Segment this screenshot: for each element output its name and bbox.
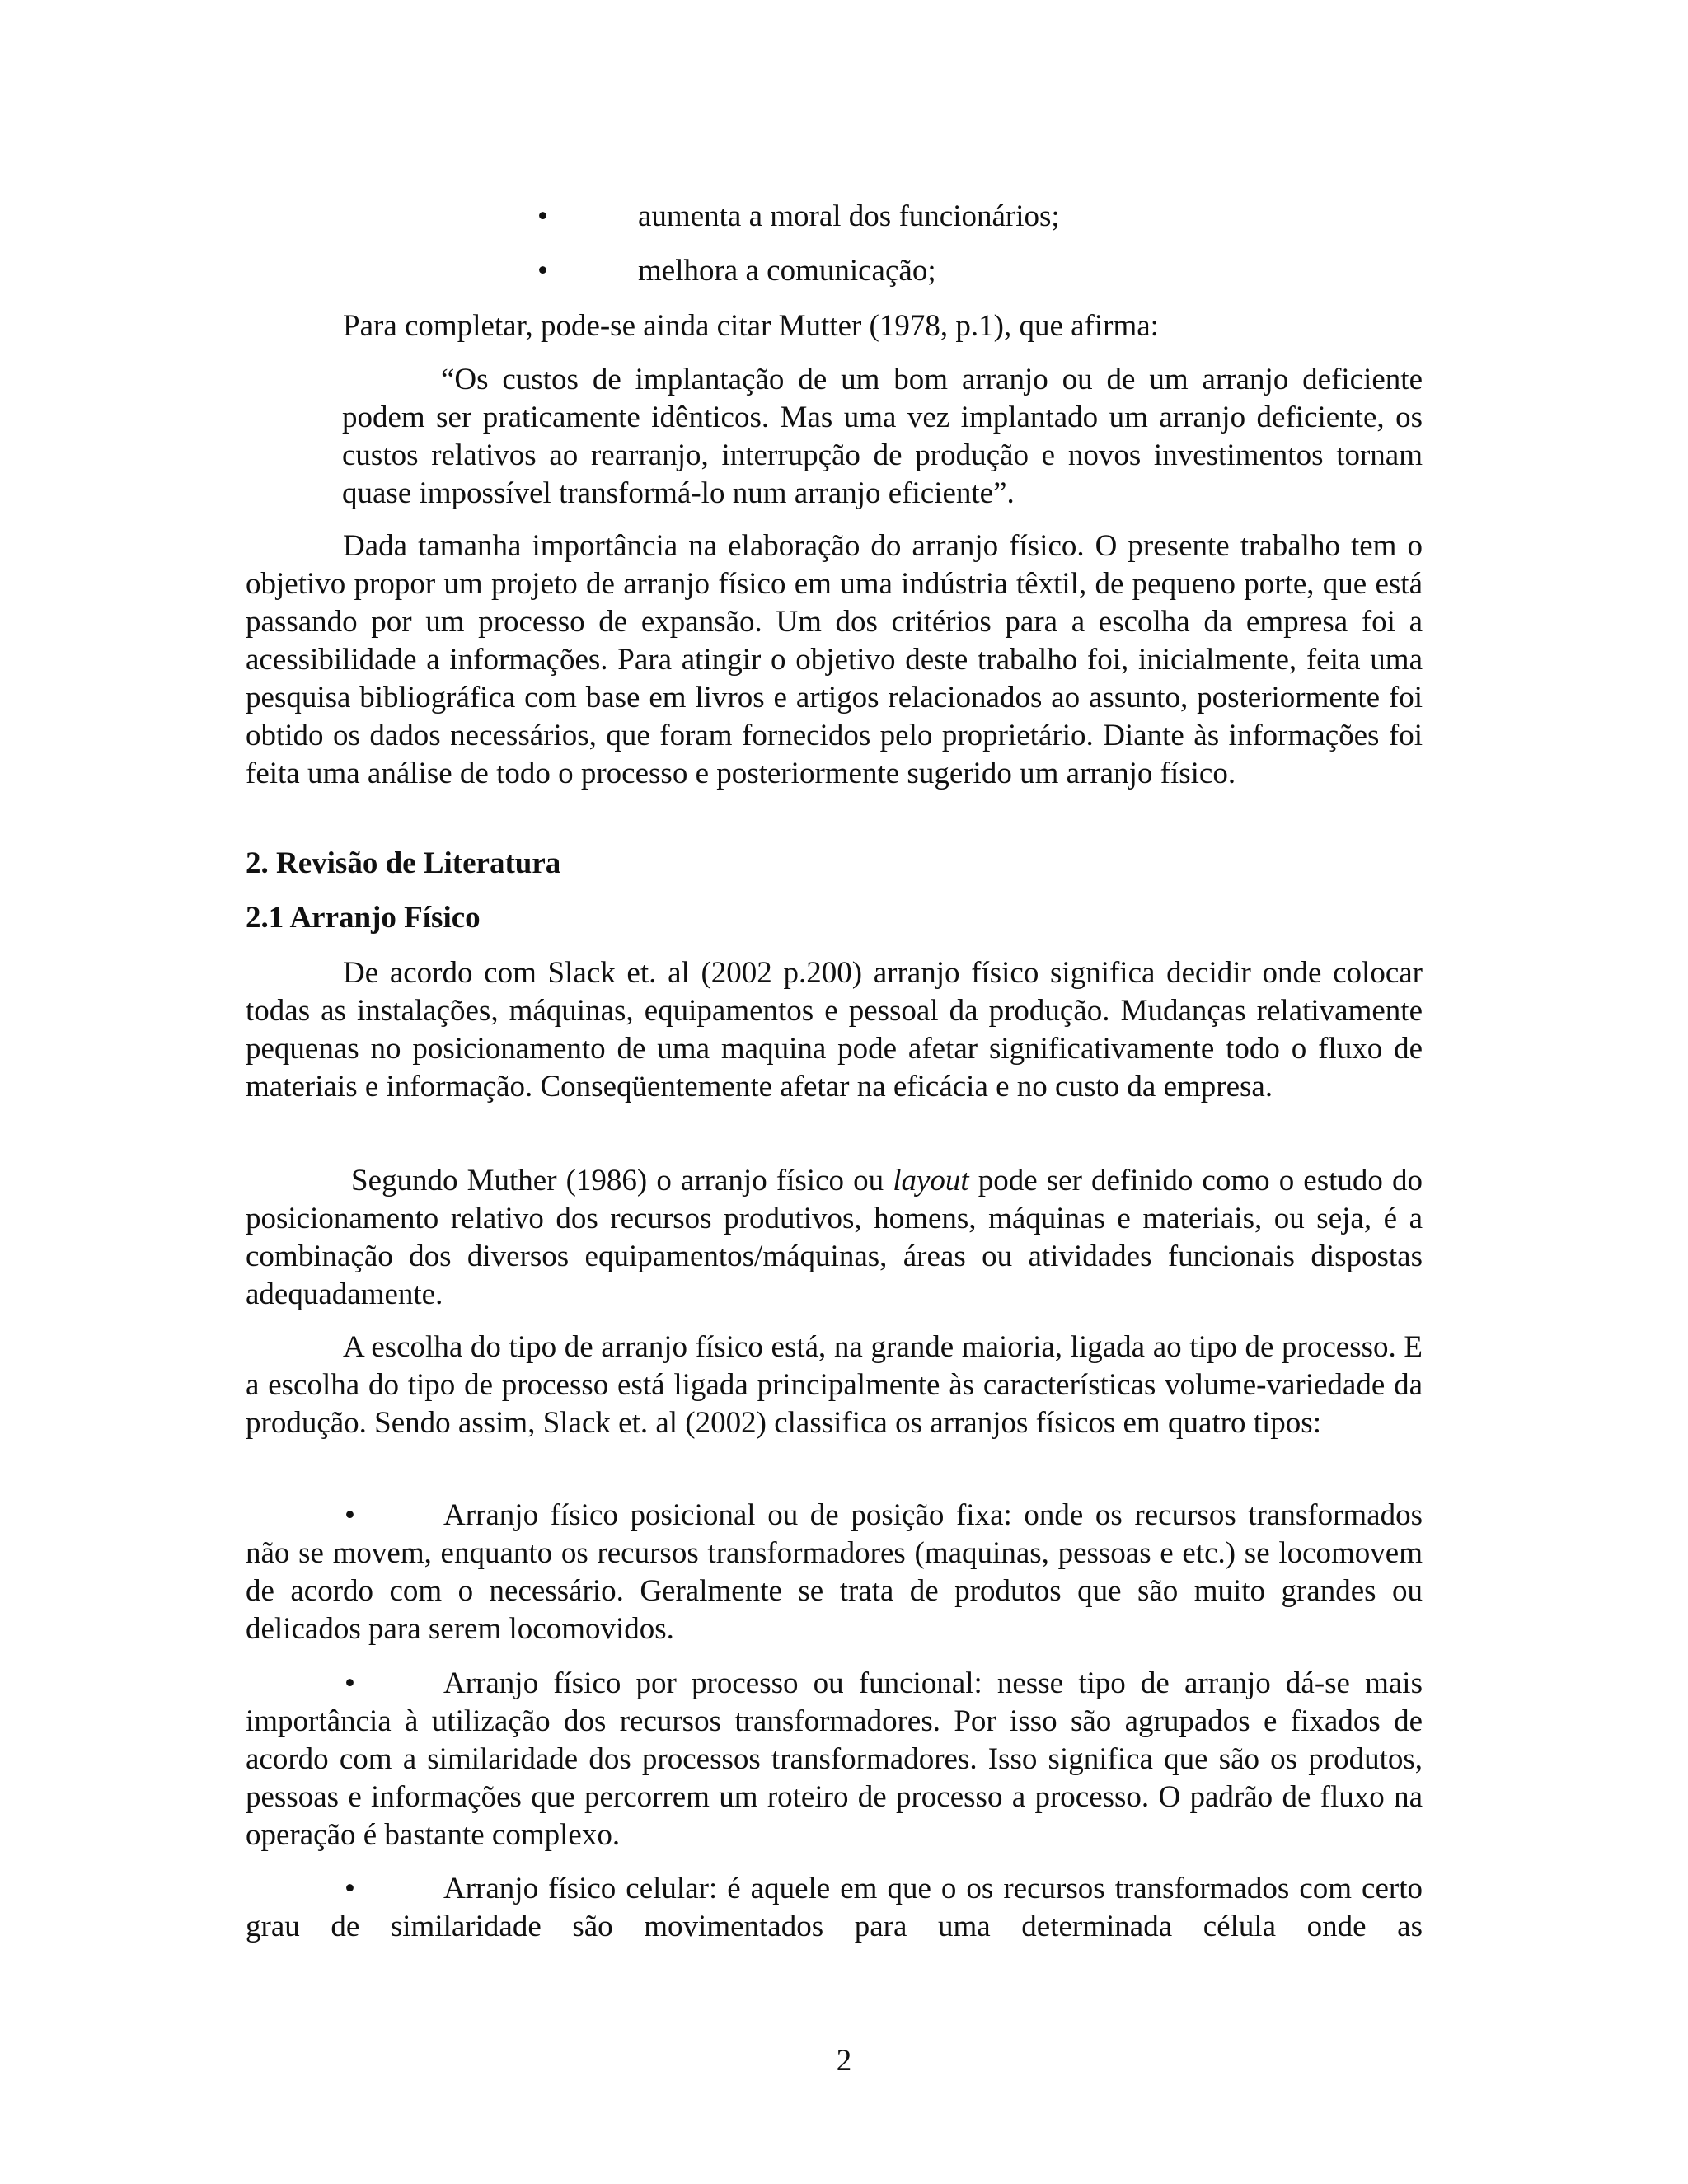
paragraph-intro: Para completar, pode-se ainda citar Mutter (1978, p.1), que afirma: — [343, 309, 1159, 343]
paragraph-muther-text: Segundo Muther (1986) o arranjo físico ou — [351, 1164, 893, 1197]
bullet-item-cellular-layout: Arranjo físico celular: é aquele em que o os recursos transformados com certo grau de similaridade são movimentados para uma determinada célula onde as — [246, 1872, 1423, 1943]
bullet-marker: • — [345, 1498, 355, 1532]
subsection-heading: 2.1 Arranjo Físico — [246, 901, 481, 935]
bullet-item-morale: aumenta a moral dos funcionários; — [638, 199, 1060, 233]
italic-term-layout: layout — [893, 1164, 969, 1197]
page-number: 2 — [836, 2044, 852, 2078]
bullet-item-communication: melhora a comunicação; — [638, 254, 936, 288]
bullet-item-positional-layout: Arranjo físico posicional ou de posição fixa: onde os recursos transformados não se movem, enquanto os recursos transformadores (maquinas, pessoas e etc.) se locomovem de acordo com o necessário. Geralmente se trata de produtos que são muito grandes ou delicados para serem locomovidos. — [246, 1498, 1423, 1646]
paragraph-slack: De acordo com Slack et. al (2002 p.200) arranjo físico significa decidir onde colocar todas as instalações, máquinas, equipamentos e pessoal da produção. Mudanças relativamente pequenas no posicionamento de uma maquina pode afetar significativamente todo o fluxo de materiais e informação. Conseqüentemente afetar na eficácia e no custo da empresa. — [246, 956, 1423, 1104]
bullet-marker: • — [537, 199, 548, 233]
bullet-marker: • — [345, 1872, 355, 1905]
bullet-item-process-layout: Arranjo físico por processo ou funcional: nesse tipo de arranjo dá-se mais importância à utilização dos recursos transformadores. Por isso são agrupados e fixados de acordo com a similaridade dos processos transformadores. Isso significa que são os produtos, pessoas e informações que percorrem um roteiro de processo a processo. O padrão de fluxo na operação é bastante complexo. — [246, 1666, 1423, 1852]
bullet-marker: • — [345, 1666, 355, 1700]
paragraph-objective: Dada tamanha importância na elaboração do arranjo físico. O presente trabalho tem o objetivo propor um projeto de arranjo físico em uma indústria têxtil, de pequeno porte, que está passando por um processo de expansão. Um dos critérios para a escolha da empresa foi a acessibilidade a informações. Para atingir o objetivo deste trabalho foi, inicialmente, feita uma pesquisa bibliográfica com base em livros e artigos relacionados ao assunto, posteriormente foi obtido os dados necessários, que foram fornecidos pelo proprietário. Diante às informações foi feita uma análise de todo o processo e posteriormente sugerido um arranjo físico. — [246, 529, 1423, 790]
paragraph-arrangement-choice: A escolha do tipo de arranjo físico está, na grande maioria, ligada ao tipo de processo. E a escolha do tipo de processo está ligada principalmente às características volume-variedade da produção. Sendo assim, Slack et. al (2002) classifica os arranjos físicos em quatro tipos: — [246, 1330, 1423, 1440]
bullet-marker: • — [537, 254, 548, 288]
block-quote: “Os custos de implantação de um bom arranjo ou de um arranjo deficiente podem ser praticamente idênticos. Mas uma vez implantado um arranjo deficiente, os custos relativos ao rearranjo, interrupção de produção e novos investimentos tornam quase impossível transformá-lo num arranjo eficiente”. — [342, 363, 1423, 510]
paragraph-muther-text: pode ser definido como o estudo do posicionamento relativo dos recursos produtivos, homens, máquinas e materiais, ou seja, é a combinação dos diversos equipamentos/máquinas, áreas ou atividades funcionais dispostas adequadamente. — [246, 1164, 1423, 1311]
paragraph-muther — [246, 1162, 1423, 1314]
section-heading: 2. Revisão de Literatura — [246, 846, 561, 880]
